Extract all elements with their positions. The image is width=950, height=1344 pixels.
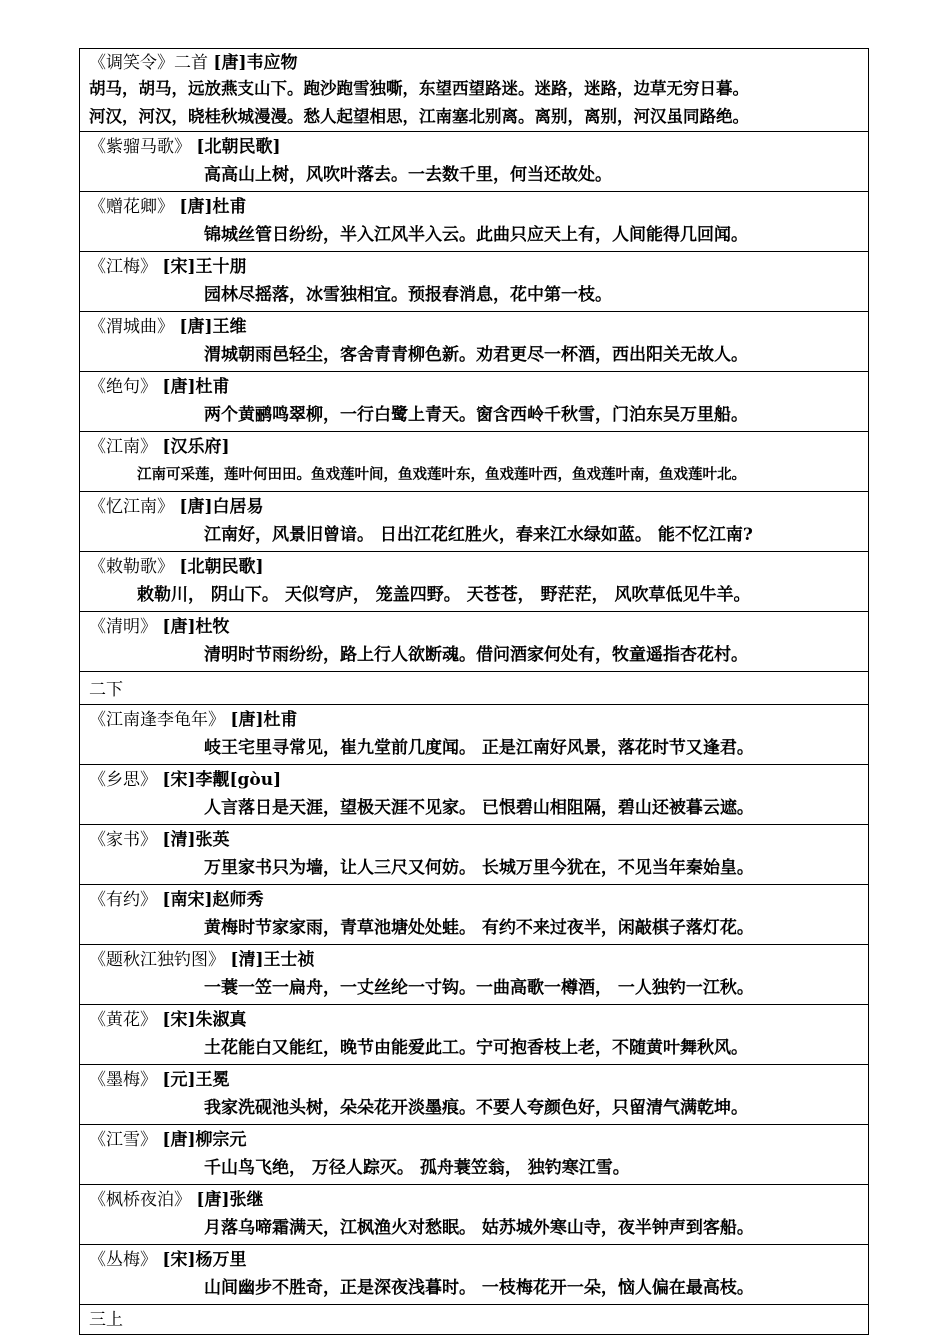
poem-line: 我家洗砚池头树，朵朵花开淡墨痕。不要人夸颜色好，只留清气满乾坤。: [204, 1098, 748, 1118]
poem-author: [北朝民歌]: [196, 137, 281, 157]
poem-line: 胡马，胡马，远放燕支山下。跑沙跑雪独嘶，东望西望路迷。迷路，迷路，边草无穷日暮。: [89, 79, 749, 98]
poem-line: 敕勒川， 阴山下。 天似穹庐， 笼盖四野。 天苍苍， 野茫茫， 风吹草低见牛羊。: [137, 585, 751, 605]
poem-line: 岐王宅里寻常见，崔九堂前几度闻。 正是江南好风景，落花时节又逢君。: [204, 738, 754, 758]
poem-title: 《渭城曲》: [89, 317, 174, 337]
poem-entry-youyue: [80, 885, 868, 945]
poem-title: 《清明》: [89, 617, 157, 637]
poem-line: 土花能白又能红，晚节由能爱此工。宁可抱香枝上老，不随黄叶舞秋风。: [204, 1038, 748, 1058]
poem-line: 千山鸟飞绝， 万径人踪灭。 孤舟蓑笠翁， 独钓寒江雪。: [204, 1158, 630, 1178]
poem-line: 渭城朝雨邑轻尘，客舍青青柳色新。劝君更尽一杯酒，西出阳关无故人。: [204, 345, 748, 365]
poem-line: 河汉，河汉，晓桂秋城漫漫。愁人起望相思，江南塞北别离。离别，离别，河汉虽同路绝。: [89, 107, 749, 126]
poem-title: 《调笑令》二首: [89, 53, 208, 73]
poem-table: [79, 48, 869, 1335]
poem-entry-huanghua: [80, 1005, 868, 1065]
poem-entry-jiashu: [80, 825, 868, 885]
poem-author: [唐]柳宗元: [162, 1130, 247, 1150]
poem-line: 月落乌啼霜满天，江枫渔火对愁眠。 姑苏城外寒山寺，夜半钟声到客船。: [204, 1218, 754, 1238]
poem-entry-jiangxue: [80, 1125, 868, 1185]
poem-title: 《有约》: [89, 890, 157, 910]
poem-entry-tiqiujiang: [80, 945, 868, 1005]
poem-entry-momei: [80, 1065, 868, 1125]
poem-entry-weichengqu: [80, 312, 868, 372]
poem-line: 一蓑一笠一扁舟，一丈丝纶一寸钩。一曲高歌一樽酒， 一人独钓一江秋。: [204, 978, 754, 998]
poem-title: 《忆江南》: [89, 497, 174, 517]
poem-author: [宋]朱淑真: [162, 1010, 247, 1030]
poem-entry-ziliumage: [80, 132, 868, 192]
poem-author: [唐]韦应物: [213, 53, 298, 73]
poem-title: 《紫骝马歌》: [89, 137, 191, 157]
poem-entry-jiangnanfeng: [80, 705, 868, 765]
poem-title: 《乡思》: [89, 770, 157, 790]
poem-entry-qingming: [80, 612, 868, 672]
poem-title: 《黄花》: [89, 1010, 157, 1030]
poem-line: 锦城丝管日纷纷，半入江风半入云。此曲只应天上有，人间能得几回闻。: [204, 225, 748, 245]
poem-line: 高高山上树，风吹叶落去。一去数千里，何当还故处。: [204, 165, 612, 185]
poem-title: 《墨梅》: [89, 1070, 157, 1090]
poem-author: [北朝民歌]: [179, 557, 264, 577]
poem-line: 两个黄鹂鸣翠柳，一行白鹭上青天。窗含西岭千秋雪，门泊东吴万里船。: [204, 405, 748, 425]
section-heading: 二下: [80, 672, 868, 705]
poem-line: 江南好，风景旧曾谙。 日出江花红胜火，春来江水绿如蓝。 能不忆江南?: [204, 525, 753, 545]
poem-title: 《枫桥夜泊》: [89, 1190, 191, 1210]
poem-title: 《丛梅》: [89, 1250, 157, 1270]
poem-author: [唐]杜甫: [179, 197, 247, 217]
poem-title: 《赠花卿》: [89, 197, 174, 217]
poem-title: 《江南逢李龟年》: [89, 710, 225, 730]
poem-entry-jiangnan: [80, 432, 868, 492]
poem-author: [唐]张继: [196, 1190, 264, 1210]
poem-title: 《绝句》: [89, 377, 157, 397]
poem-title: 《家书》: [89, 830, 157, 850]
poem-author: [清]张英: [162, 830, 230, 850]
poem-author: [南宋]赵师秀: [162, 890, 264, 910]
poem-entry-jueju: [80, 372, 868, 432]
section-heading: 三上: [80, 1305, 868, 1335]
poem-line: 江南可采莲，莲叶何田田。鱼戏莲叶间，鱼戏莲叶东，鱼戏莲叶西，鱼戏莲叶南，鱼戏莲叶北。: [137, 466, 746, 483]
poem-title: 《题秋江独钓图》: [89, 950, 225, 970]
poem-entry-xiangsi: [80, 765, 868, 825]
poem-author: [宋]杨万里: [162, 1250, 247, 1270]
poem-author: [宋]王十朋: [162, 257, 247, 277]
poem-author: [唐]杜甫: [162, 377, 230, 397]
poem-entry-chilege: [80, 552, 868, 612]
poem-author: [清]王士祯: [230, 950, 315, 970]
poem-entry-yijiangnan: [80, 492, 868, 552]
poem-entry-tiaoxiaoling: [80, 49, 868, 132]
poem-author: [宋]李觏[gòu]: [162, 770, 282, 790]
poem-author: [元]王冕: [162, 1070, 230, 1090]
poem-author: [唐]杜牧: [162, 617, 230, 637]
poem-title: 《敕勒歌》: [89, 557, 174, 577]
poem-entry-jiangmei: [80, 252, 868, 312]
poem-line: 人言落日是天涯，望极天涯不见家。 已恨碧山相阻隔，碧山还被暮云遮。: [204, 798, 754, 818]
poem-title: 《江南》: [89, 437, 157, 457]
poem-line: 园林尽摇落，冰雪独相宜。预报春消息，花中第一枝。: [204, 285, 612, 305]
poem-line: 万里家书只为墙，让人三尺又何妨。 长城万里今犹在，不见当年秦始皇。: [204, 858, 754, 878]
poem-author: [唐]王维: [179, 317, 247, 337]
poem-line: 黄梅时节家家雨，青草池塘处处蛙。 有约不来过夜半，闲敲棋子落灯花。: [204, 918, 754, 938]
poem-entry-fengqiao: [80, 1185, 868, 1245]
poem-title: 《江梅》: [89, 257, 157, 277]
poem-entry-congmei: [80, 1245, 868, 1305]
poem-line: 清明时节雨纷纷，路上行人欲断魂。借问酒家何处有，牧童遥指杏花村。: [204, 645, 748, 665]
poem-author: [唐]杜甫: [230, 710, 298, 730]
poem-entry-zenghuaqing: [80, 192, 868, 252]
poem-line: 山间幽步不胜奇，正是深夜浅暮时。 一枝梅花开一朵，恼人偏在最高枝。: [204, 1278, 754, 1298]
poem-author: [汉乐府]: [162, 437, 230, 457]
poem-author: [唐]白居易: [179, 497, 264, 517]
poem-title: 《江雪》: [89, 1130, 157, 1150]
